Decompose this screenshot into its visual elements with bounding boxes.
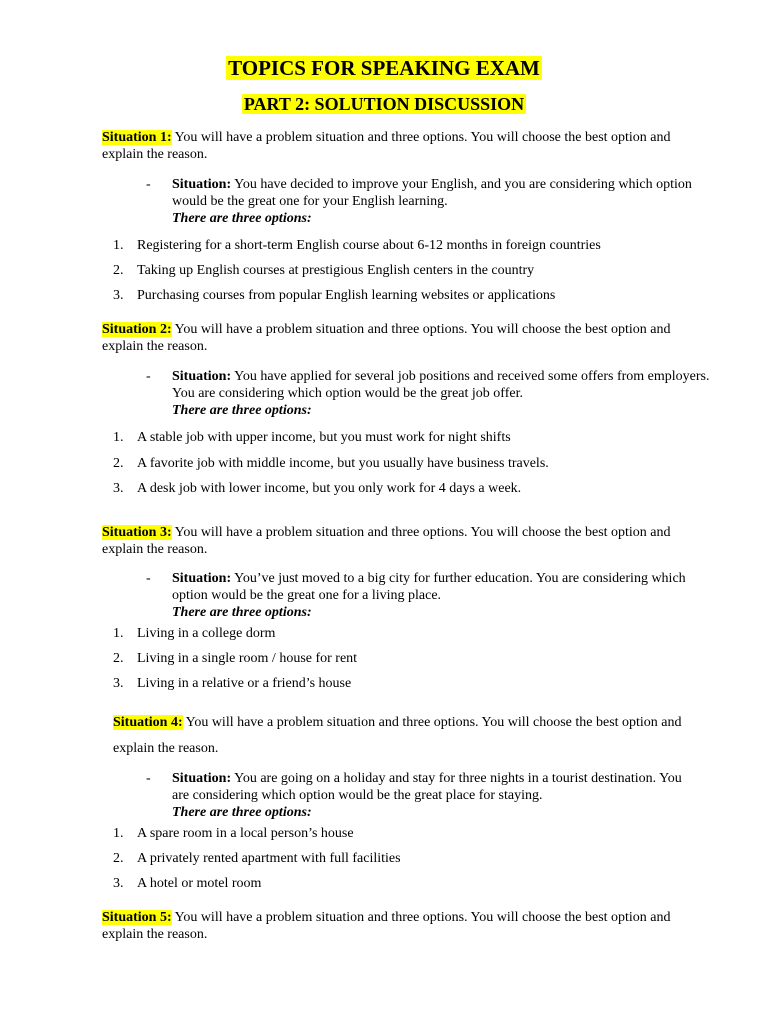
options-heading: There are three options: bbox=[172, 211, 312, 226]
list-item: 2. Living in a single room / house for rent bbox=[113, 651, 358, 666]
situation-5-intro: Situation 5: You will have a problem situation and three options. You will choose the best option and explain the reason. bbox=[102, 910, 671, 942]
situation-3-label: Situation 3: bbox=[102, 525, 172, 540]
situation-2-intro: Situation 2: You will have a problem situation and three options. You will choose the best option and explain the reason. bbox=[102, 322, 671, 354]
bullet-dash: - bbox=[146, 177, 151, 192]
list-item: 3. Purchasing courses from popular English learning websites or applications bbox=[113, 288, 556, 303]
bullet-dash: - bbox=[146, 571, 151, 586]
situation-1-intro: Situation 1: You will have a problem situation and three options. You will choose the best option and explain the reason. bbox=[102, 130, 671, 162]
options-heading: There are three options: bbox=[172, 805, 312, 820]
bullet-dash: - bbox=[146, 771, 151, 786]
list-item: 1. Living in a college dorm bbox=[113, 626, 276, 641]
list-item: 3. Living in a relative or a friend’s house bbox=[113, 676, 352, 691]
situation-4-label: Situation 4: bbox=[113, 715, 183, 730]
list-item: 3. A hotel or motel room bbox=[113, 876, 262, 891]
situation-2-description: Situation: You have applied for several job positions and received some offers from employers. You are considering which option would be the great job offer. There are three options: bbox=[172, 368, 712, 419]
list-item: 2. A privately rented apartment with full facilities bbox=[113, 851, 401, 866]
situation-3-description: Situation: You’ve just moved to a big city for further education. You are considering which option would be the great one for a living place. There are three options: bbox=[172, 570, 712, 621]
list-item: 1. Registering for a short-term English course about 6-12 months in foreign countries bbox=[113, 238, 601, 253]
situation-3-intro: Situation 3: You will have a problem situation and three options. You will choose the best option and explain the reason. bbox=[102, 525, 671, 557]
situation-1-description: Situation: You have decided to improve your English, and you are considering which option would be the great one for your English learning. There are three options: bbox=[172, 176, 712, 227]
situation-2-label: Situation 2: bbox=[102, 322, 172, 337]
options-heading: There are three options: bbox=[172, 403, 312, 418]
list-item: 1. A spare room in a local person’s house bbox=[113, 826, 354, 841]
situation-5-label: Situation 5: bbox=[102, 910, 172, 925]
list-item: 2. A favorite job with middle income, but you usually have business travels. bbox=[113, 456, 549, 471]
list-item: 2. Taking up English courses at prestigious English centers in the country bbox=[113, 263, 535, 278]
situation-4-intro: Situation 4: You will have a problem situation and three options. You will choose the best option and explain the reason. bbox=[113, 715, 682, 756]
options-heading: There are three options: bbox=[172, 605, 312, 620]
bullet-dash: - bbox=[146, 369, 151, 384]
list-item: 1. A stable job with upper income, but you must work for night shifts bbox=[113, 430, 511, 445]
situation-1-label: Situation 1: bbox=[102, 130, 172, 145]
page-title: TOPICS FOR SPEAKING EXAM bbox=[228, 56, 540, 80]
page-subtitle: PART 2: SOLUTION DISCUSSION bbox=[243, 94, 525, 114]
situation-4-description: Situation: You are going on a holiday and stay for three nights in a tourist destination. You are considering which option would be the great place for staying. There are three options: bbox=[172, 770, 702, 821]
list-item: 3. A desk job with lower income, but you only work for 4 days a week. bbox=[113, 481, 522, 496]
